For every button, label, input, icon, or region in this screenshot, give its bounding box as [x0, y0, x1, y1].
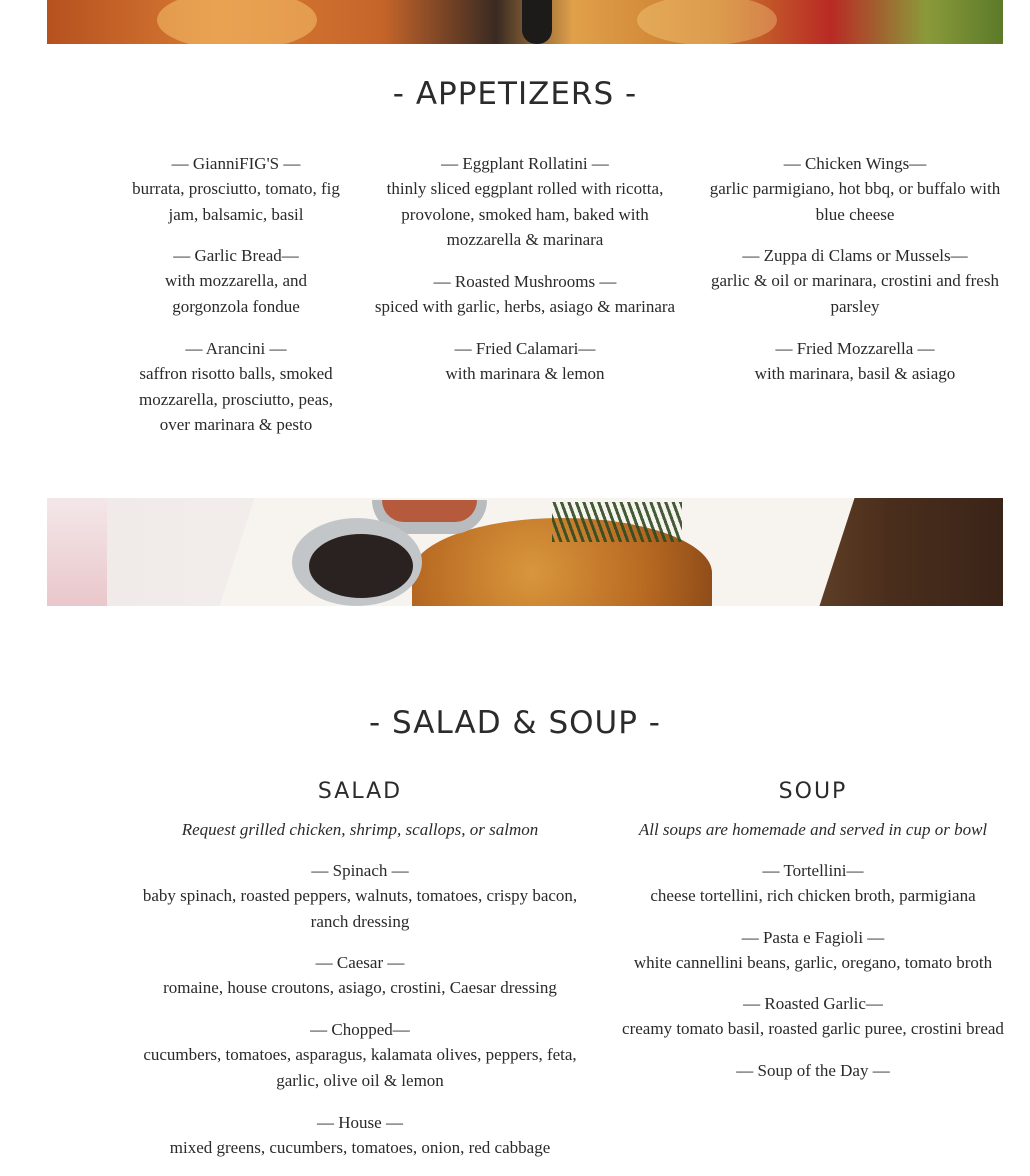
- menu-item: [126, 336, 346, 438]
- menu-item-description: garlic & oil or marinara, crostini and fresh parsley: [711, 271, 999, 317]
- soup-column: [620, 778, 1006, 1099]
- menu-item: [373, 269, 677, 320]
- menu-item-name: — Caesar —: [315, 953, 405, 973]
- menu-item-description: cucumbers, tomatoes, asparagus, kalamata olives, peppers, feta, garlic, olive oil & lemon: [143, 1045, 577, 1090]
- menu-item-name: — Eggplant Rollatini —: [441, 154, 609, 173]
- menu-item-description: mixed greens, cucumbers, tomatoes, onion, red cabbage: [169, 1137, 551, 1157]
- menu-item: [620, 991, 1006, 1042]
- menu-item: [620, 858, 1006, 909]
- appetizers-heading: - APPETIZERS -: [392, 76, 638, 112]
- salad-note: Request grilled chicken, shrimp, scallops, or salmon: [181, 820, 539, 839]
- menu-item-name: — Chicken Wings—: [783, 154, 927, 173]
- menu-item-name: — Garlic Bread—: [173, 246, 299, 266]
- menu-item-name: — Spinach —: [311, 861, 409, 880]
- menu-item-description: baby spinach, roasted peppers, walnuts, tomatoes, crispy bacon, ranch dressing: [142, 886, 578, 931]
- menu-item-name: — Tortellini—: [762, 861, 864, 880]
- menu-item-name: — Zuppa di Clams or Mussels—: [742, 246, 968, 266]
- menu-item-description: romaine, house croutons, asiago, crostini, Caesar dressing: [163, 978, 557, 998]
- menu-item: [620, 1058, 1006, 1083]
- menu-item-name: — Fried Calamari—: [454, 338, 596, 358]
- salad-column: [128, 778, 592, 1176]
- menu-item-name: — Soup of the Day —: [736, 1061, 890, 1081]
- menu-item: [705, 336, 1005, 387]
- menu-item-name: — Roasted Garlic—: [743, 994, 883, 1014]
- menu-item-name: — Roasted Mushrooms —: [433, 272, 617, 292]
- soup-heading: SOUP: [778, 779, 848, 804]
- menu-item: [128, 1110, 592, 1161]
- salad-heading: SALAD: [317, 779, 403, 804]
- menu-item-description: with marinara, basil & asiago: [754, 363, 956, 383]
- menu-item: [705, 151, 1005, 227]
- menu-item: [620, 925, 1006, 976]
- appetizers-column-3: [705, 151, 1005, 403]
- menu-item-description: white cannellini beans, garlic, oregano, tomato broth: [633, 952, 993, 972]
- menu-item-description: saffron risotto balls, smoked mozzarella, prosciutto, peas, over marinara & pesto: [138, 363, 333, 435]
- appetizer-banner-image: [47, 0, 1003, 44]
- menu-item-name: — Arancini —: [185, 338, 287, 358]
- appetizers-column-1: [126, 151, 346, 454]
- menu-item-name: — House —: [317, 1112, 403, 1132]
- menu-item: [126, 151, 346, 227]
- soup-note: All soups are homemade and served in cup or bowl: [638, 820, 988, 839]
- salad-soup-heading: - SALAD & SOUP -: [369, 705, 661, 741]
- menu-item-description: garlic parmigiano, hot bbq, or buffalo with blue cheese: [709, 179, 1001, 224]
- menu-item-name: — Chopped—: [310, 1020, 410, 1040]
- menu-item-description: spiced with garlic, herbs, asiago & marinara: [374, 297, 676, 317]
- menu-item: [705, 243, 1005, 319]
- menu-item: [373, 151, 677, 253]
- menu-item-name: — Pasta e Fagioli —: [741, 927, 885, 947]
- menu-item-name: — GianniFIG'S —: [171, 154, 301, 173]
- appetizers-column-2: [373, 151, 677, 403]
- menu-item-description: with mozzarella, and gorgonzola fondue: [164, 271, 308, 317]
- menu-item-description: creamy tomato basil, roasted garlic puree, crostini bread: [622, 1019, 1004, 1039]
- menu-item-name: — Fried Mozzarella —: [775, 338, 935, 358]
- menu-item: [128, 858, 592, 934]
- menu-item-description: burrata, prosciutto, tomato, fig jam, balsamic, basil: [132, 179, 340, 224]
- menu-item-description: thinly sliced eggplant rolled with ricotta, provolone, smoked ham, baked with mozzarella & marinara: [386, 179, 664, 250]
- menu-item-description: with marinara & lemon: [445, 363, 605, 383]
- salad-soup-banner-image: [47, 498, 1003, 606]
- menu-item-description: cheese tortellini, rich chicken broth, parmigiana: [650, 886, 976, 905]
- menu-item: [373, 336, 677, 387]
- menu-item: [126, 243, 346, 319]
- menu-item: [128, 950, 592, 1001]
- menu-item: [128, 1017, 592, 1093]
